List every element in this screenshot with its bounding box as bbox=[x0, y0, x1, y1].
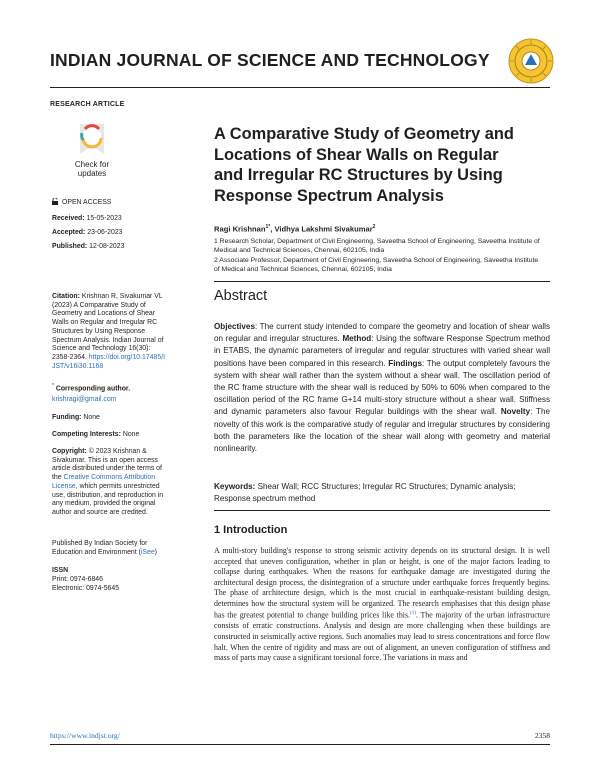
authors bbox=[214, 224, 375, 234]
keywords-label: Keywords: bbox=[214, 482, 256, 491]
novelty-text: : The novelty of this work is the comparative study of regular and irregular structures by considering both the parameters like the location of the shear wall along with geometry and material nonlinearity. bbox=[214, 407, 550, 454]
affiliation-2 bbox=[214, 257, 544, 274]
bookmark-icon bbox=[77, 124, 107, 158]
accepted-row bbox=[52, 229, 202, 238]
title-line: Response Spectrum Analysis bbox=[214, 186, 444, 205]
footer-url-link[interactable]: https://www.indjst.org/ bbox=[50, 731, 120, 740]
author-2: Vidhya Lakshmi Sivakumar bbox=[274, 224, 373, 234]
open-access bbox=[52, 198, 202, 208]
citation-text: Krishnan R, Sivakumar VL (2023) A Comparative Study of Geometry and Locations of Shear Walls on Regular and Irregular RC Structures by Using Response Spectrum Analysis. Indian Journal of Science and Technology 16(30): 2358-2364. bbox=[52, 293, 164, 361]
author-2-sup: 2 bbox=[372, 224, 376, 230]
received-label: Received: bbox=[52, 215, 85, 222]
keywords-text: Shear Wall; RCC Structures; Irregular RC Structures; Dynamic analysis; Response spectrum method bbox=[214, 482, 516, 503]
funding-row bbox=[52, 414, 202, 423]
received-row bbox=[52, 215, 202, 224]
publisher-text: Published By Indian Society for Education and Environment ( bbox=[52, 540, 148, 556]
copyright-text: © 2023 Krishnan & Sivakumar. This is an open access article distributed under the terms of the bbox=[52, 448, 162, 482]
affiliation-2-text: Associate Professor, Department of Civil Engineering, Saveetha School of Engineering, Saveetha Institute of Medical and Technical Sciences, Chennai, 602105, India bbox=[214, 257, 539, 273]
funding-value: None bbox=[83, 414, 100, 421]
affiliation-1-text: Research Scholar, Department of Civil Engineering, Saveetha School of Engineering, Saveetha Institute of Medical and Technical Sciences, Chennai, 602105, India bbox=[214, 238, 540, 254]
competing-label: Competing Interests: bbox=[52, 431, 121, 438]
citation-block bbox=[52, 293, 167, 371]
introduction-heading: 1 Introduction bbox=[214, 524, 288, 536]
publisher-block bbox=[52, 540, 170, 557]
copyright-label: Copyright: bbox=[52, 448, 87, 455]
title-line: and Irregular RC Structures by Using bbox=[214, 166, 503, 184]
method-label: Method bbox=[342, 334, 372, 344]
issn-print: Print: 0974-6846 bbox=[52, 576, 103, 583]
author-1-sup: 1* bbox=[265, 224, 271, 230]
footer-rule bbox=[50, 744, 550, 745]
isee-link[interactable]: iSee bbox=[140, 548, 155, 556]
paper-title bbox=[214, 124, 554, 206]
check-for-updates-badge[interactable] bbox=[52, 124, 132, 182]
page-number: 2358 bbox=[534, 731, 550, 740]
corresponding-author: * Corresponding author. bbox=[52, 383, 131, 393]
issn-electronic: Electronic: 0974-5645 bbox=[52, 585, 120, 592]
introduction-body bbox=[214, 546, 550, 664]
publisher-close: ) bbox=[154, 548, 157, 556]
affiliation-1-number: 1 bbox=[214, 238, 218, 245]
published-label: Published: bbox=[52, 243, 88, 250]
affiliation-1 bbox=[214, 238, 544, 255]
keywords bbox=[214, 481, 550, 504]
author-separator: , bbox=[270, 224, 275, 234]
abstract-body bbox=[214, 321, 550, 455]
accepted-date: 23-06-2023 bbox=[87, 229, 123, 236]
intro-text-1: A multi-story building's response to strong seismic activity depends on its structural design. It is well accepted that uneven configuration, whether in plan or height, is one of the major factors leading to collapse during earthquakes. When the reasons for earthquake damage are investigated during the architectural design process, the disintegration of a structure under earthquake forces frequently begins. The phase of architecture design, which is the most crucial in earthquake-resistant building design, determines how the structural system will be organized. The research emphasises that this design phase has the greatest potential to change building prices like this. bbox=[214, 546, 550, 620]
copyright-tail: , which permits unrestricted use, distribution, and reproduction in any medium, provided the original author and source are credited. bbox=[52, 482, 164, 516]
title-line: A Comparative Study of Geometry and bbox=[214, 125, 514, 143]
intro-text-2: . The majority of the urban infrastructure consists of erratic constructions. Analysis and design are more challenging when these buildings are constructed in seismically active regions. Such anomalies may lead to stress concentrations and force flow halt. When the centre of rigidity and mass are out of alignment, an uneven configuration of stiffness and mass of parts may cause a significant torsional force. The variations in mass and bbox=[214, 610, 550, 663]
citation-label: Citation: bbox=[52, 293, 80, 300]
competing-value: None bbox=[122, 431, 140, 438]
license-link[interactable]: Creative Commons Attribution License bbox=[52, 474, 156, 490]
article-type: RESEARCH ARTICLE bbox=[50, 101, 125, 108]
keywords-rule bbox=[214, 510, 550, 511]
received-date: 15-05-2023 bbox=[86, 215, 122, 222]
author-email-link[interactable]: krishragi@gmail.com bbox=[52, 396, 117, 403]
accepted-label: Accepted: bbox=[52, 229, 86, 236]
badge-line2: updates bbox=[77, 169, 107, 178]
copyright-block bbox=[52, 448, 170, 518]
open-lock-icon bbox=[52, 198, 58, 205]
objectives-text: : The current study intended to compare the geometry and location of shear walls on regular and irregular structures. bbox=[214, 322, 550, 344]
abstract-heading: Abstract bbox=[214, 288, 268, 304]
author-1: Ragi Krishnan bbox=[214, 224, 266, 234]
issn-label: ISSN bbox=[52, 567, 69, 574]
journal-seal-icon bbox=[508, 38, 554, 84]
findings-text: : The output completely favours the system with shear wall rather than the system without a shear wall. The oscillation period of the RC frame structure with the shear wall is reduced by 50% to 60% when compared to the oscillation period of the RC frame G+14 multi-story structure without a shear wall. Stiffness and dynamic parameters also favour Regular buildings with the shear wall. bbox=[214, 358, 550, 417]
journal-title: INDIAN JOURNAL OF SCIENCE AND TECHNOLOGY bbox=[50, 50, 490, 70]
novelty-label: Novelty bbox=[500, 407, 531, 417]
badge-line1: Check for bbox=[74, 160, 110, 169]
header-rule bbox=[50, 87, 550, 88]
method-text: : Using the software Response Spectrum method in ETABS, the dynamic parameters of irregular and regular structures with varied shear wall positions have been compared in this research. bbox=[214, 334, 550, 368]
open-access-label: OPEN ACCESS bbox=[62, 199, 112, 206]
reference-link[interactable]: (1) bbox=[410, 611, 416, 617]
corresponding-label: Corresponding author. bbox=[55, 385, 131, 393]
published-row bbox=[52, 243, 202, 252]
title-line: Locations of Shear Walls on Regular bbox=[214, 145, 499, 164]
published-date: 12-08-2023 bbox=[89, 243, 125, 250]
abstract-rule bbox=[214, 281, 550, 282]
competing-interests-row bbox=[52, 431, 202, 440]
funding-label: Funding: bbox=[52, 414, 82, 421]
citation-doi-link[interactable]: https://doi.org/10.17485/IJST/v16i30.1168 bbox=[52, 353, 166, 370]
objectives-label: Objectives bbox=[214, 322, 255, 331]
findings-label: Findings bbox=[388, 358, 422, 368]
affiliation-2-number: 2 bbox=[214, 257, 218, 264]
